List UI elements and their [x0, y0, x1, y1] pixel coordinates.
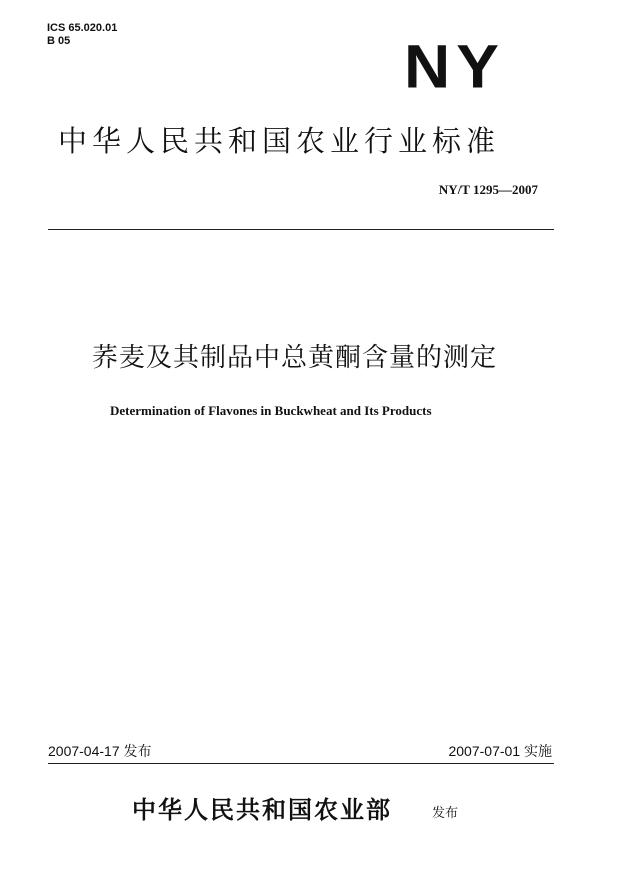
- standard-type-title: 中华人民共和国农业行业标准: [58, 124, 501, 158]
- issuer-name: 中华人民共和国农业部: [132, 795, 392, 824]
- bottom-divider: [48, 763, 554, 764]
- document-title-en: Determination of Flavones in Buckwheat and Its Products: [110, 403, 432, 418]
- top-divider: [48, 229, 554, 230]
- ics-code: ICS 65.020.01: [47, 22, 118, 34]
- ics-block: [47, 22, 117, 48]
- document-title-cn: 荞麦及其制品中总黄酮含量的测定: [92, 343, 498, 373]
- ny-logo: NY: [404, 32, 505, 101]
- standard-code: NY/T 1295—2007: [438, 182, 538, 197]
- issuer-suffix: 发布: [432, 806, 459, 821]
- implement-date: 2007-07-01 实施: [448, 743, 552, 759]
- issue-date: 2007-04-17 发布: [48, 743, 152, 759]
- classification-code: B 05: [47, 35, 71, 47]
